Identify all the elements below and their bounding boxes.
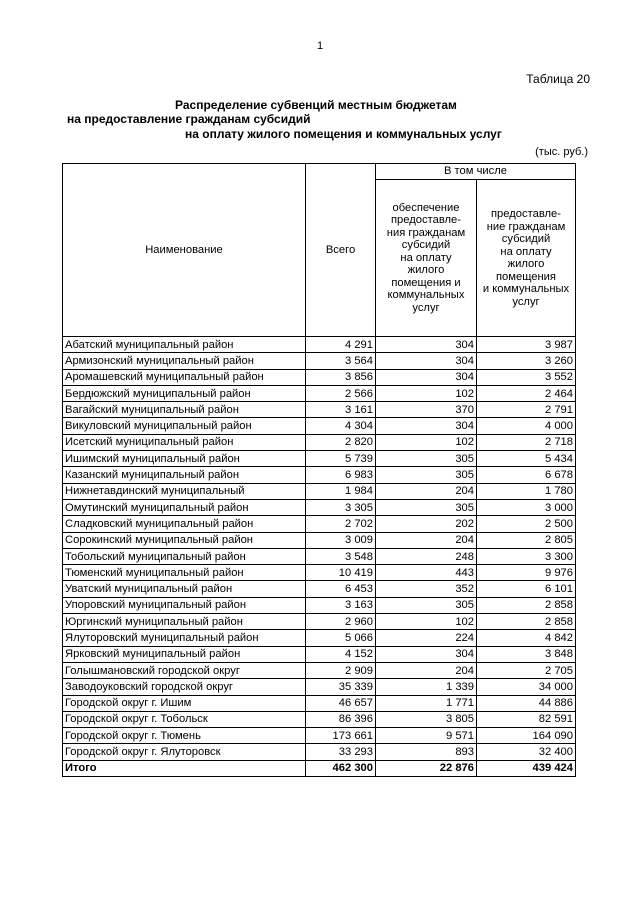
cell-b: 44 886 (477, 695, 576, 711)
page-number: 1 (316, 40, 324, 52)
cell-name: Вагайский муниципальный район (63, 402, 306, 418)
cell-a: 443 (376, 565, 477, 581)
table-row (63, 679, 576, 695)
cell-a: 3 805 (376, 711, 477, 727)
cell-a: 22 876 (376, 760, 477, 776)
table-row (63, 728, 576, 744)
table-row (63, 695, 576, 711)
table-row (63, 451, 576, 467)
table-label: Таблица 20 (526, 72, 590, 86)
cell-a: 304 (376, 353, 477, 369)
cell-name: Городской округ г. Ялуторовск (63, 744, 306, 760)
cell-name: Ишимский муниципальный район (63, 451, 306, 467)
table-row (63, 581, 576, 597)
cell-name: Ялуторовский муниципальный район (63, 630, 306, 646)
header-line: на оплату (500, 245, 552, 258)
table-row (63, 434, 576, 450)
header-group: В том числе (376, 164, 576, 180)
cell-b: 6 678 (477, 467, 576, 483)
header-line: жилого (407, 264, 445, 277)
cell-total: 4 304 (306, 418, 376, 434)
header-line: коммунальных (387, 289, 465, 302)
cell-a: 1 339 (376, 679, 477, 695)
cell-total: 3 305 (306, 499, 376, 515)
header-line: предоставле- (491, 208, 561, 220)
table-row (63, 483, 576, 499)
table-row (63, 597, 576, 613)
header-line: субсидий (501, 233, 551, 245)
cell-name: Сладковский муниципальный район (63, 516, 306, 532)
cell-b: 5 434 (477, 451, 576, 467)
cell-b: 3 987 (477, 337, 576, 353)
header-line: ния гражданам (386, 226, 466, 239)
title-line-3: на оплату жилого помещения и коммунальных услуг (185, 127, 502, 141)
cell-a: 305 (376, 499, 477, 515)
cell-name: Абатский муниципальный район (63, 337, 306, 353)
units-label: (тыс. руб.) (535, 146, 588, 158)
table-row (63, 385, 576, 401)
cell-total: 5 739 (306, 451, 376, 467)
cell-b: 2 705 (477, 662, 576, 678)
cell-total: 46 657 (306, 695, 376, 711)
cell-total: 2 820 (306, 434, 376, 450)
table-row (63, 646, 576, 662)
cell-total: 3 856 (306, 369, 376, 385)
cell-b: 3 848 (477, 646, 576, 662)
table-row (63, 369, 576, 385)
cell-a: 305 (376, 597, 477, 613)
cell-b: 2 500 (477, 516, 576, 532)
header-line: услуг (512, 295, 540, 308)
header-total: Всего (306, 164, 376, 337)
cell-total: 3 161 (306, 402, 376, 418)
cell-name: Ярковский муниципальный район (63, 646, 306, 662)
cell-name: Уватский муниципальный район (63, 581, 306, 597)
header-line: обеспечение (392, 201, 460, 214)
cell-b: 2 791 (477, 402, 576, 418)
total-row (63, 760, 576, 776)
cell-b: 439 424 (477, 760, 576, 776)
cell-a: 304 (376, 337, 477, 353)
cell-b: 4 000 (477, 418, 576, 434)
cell-total: 3 564 (306, 353, 376, 369)
cell-b: 9 976 (477, 565, 576, 581)
table-row (63, 467, 576, 483)
cell-a: 204 (376, 483, 477, 499)
cell-a: 204 (376, 532, 477, 548)
cell-total: 86 396 (306, 711, 376, 727)
cell-a: 202 (376, 516, 477, 532)
title-line-1: Распределение субвенций местным бюджетам (175, 98, 457, 112)
cell-total: 2 566 (306, 385, 376, 401)
cell-total: 4 291 (306, 337, 376, 353)
cell-total: 3 163 (306, 597, 376, 613)
cell-total: 10 419 (306, 565, 376, 581)
cell-b: 2 858 (477, 614, 576, 630)
table-row (63, 548, 576, 564)
table-row (63, 353, 576, 369)
table-row (63, 662, 576, 678)
cell-b: 3 552 (477, 369, 576, 385)
cell-name: Тюменский муниципальный район (63, 565, 306, 581)
cell-total: 35 339 (306, 679, 376, 695)
header-line: субсидий (401, 239, 451, 252)
cell-total: 33 293 (306, 744, 376, 760)
cell-a: 248 (376, 548, 477, 564)
cell-name: Голышмановский городской округ (63, 662, 306, 678)
cell-total: 2 909 (306, 662, 376, 678)
header-line: ние гражданам (486, 220, 566, 233)
cell-b: 3 000 (477, 499, 576, 515)
header-line: на оплату (400, 251, 452, 264)
cell-name: Омутинский муниципальный район (63, 499, 306, 515)
cell-total: 462 300 (306, 760, 376, 776)
cell-total: 1 984 (306, 483, 376, 499)
cell-b: 6 101 (477, 581, 576, 597)
table-row (63, 744, 576, 760)
cell-total: 6 983 (306, 467, 376, 483)
cell-name: Итого (63, 760, 306, 776)
table-row (63, 402, 576, 418)
cell-name: Городской округ г. Ишим (63, 695, 306, 711)
header-col-a (376, 180, 477, 337)
table-row (63, 516, 576, 532)
cell-name: Бердюжский муниципальный район (63, 385, 306, 401)
cell-a: 102 (376, 385, 477, 401)
table-row (63, 532, 576, 548)
cell-name: Сорокинский муниципальный район (63, 532, 306, 548)
cell-name: Заводоуковский городской округ (63, 679, 306, 695)
table-row (63, 418, 576, 434)
cell-b: 3 300 (477, 548, 576, 564)
cell-name: Армизонский муниципальный район (63, 353, 306, 369)
header-col-b (477, 180, 576, 337)
cell-a: 1 771 (376, 695, 477, 711)
cell-b: 2 718 (477, 434, 576, 450)
cell-name: Казанский муниципальный район (63, 467, 306, 483)
cell-name: Городской округ г. Тобольск (63, 711, 306, 727)
cell-a: 204 (376, 662, 477, 678)
cell-a: 352 (376, 581, 477, 597)
cell-a: 102 (376, 614, 477, 630)
cell-total: 5 066 (306, 630, 376, 646)
cell-a: 304 (376, 418, 477, 434)
cell-b: 34 000 (477, 679, 576, 695)
cell-b: 4 842 (477, 630, 576, 646)
table-row (63, 337, 576, 353)
cell-a: 305 (376, 451, 477, 467)
cell-b: 2 805 (477, 532, 576, 548)
cell-name: Тобольский муниципальный район (63, 548, 306, 564)
cell-a: 893 (376, 744, 477, 760)
subsidy-table (62, 163, 576, 777)
cell-a: 304 (376, 646, 477, 662)
title-line-2: на предоставление гражданам субсидий (67, 112, 311, 126)
cell-name: Викуловский муниципальный район (63, 418, 306, 434)
cell-total: 2 960 (306, 614, 376, 630)
cell-b: 2 464 (477, 385, 576, 401)
cell-name: Упоровский муниципальный район (63, 597, 306, 613)
cell-a: 370 (376, 402, 477, 418)
cell-b: 2 858 (477, 597, 576, 613)
table-row (63, 630, 576, 646)
cell-b: 32 400 (477, 744, 576, 760)
table-row (63, 711, 576, 727)
cell-b: 1 780 (477, 483, 576, 499)
cell-total: 2 702 (306, 516, 376, 532)
cell-name: Аромашевский муниципальный район (63, 369, 306, 385)
cell-a: 9 571 (376, 728, 477, 744)
header-line: предоставле- (391, 214, 461, 227)
header-line: и коммунальных (482, 283, 570, 295)
table-row (63, 499, 576, 515)
header-name: Наименование (63, 164, 306, 337)
cell-name: Нижнетавдинский муниципальный (63, 483, 306, 499)
cell-total: 6 453 (306, 581, 376, 597)
header-line: жилого (507, 258, 545, 270)
table-row (63, 565, 576, 581)
cell-name: Юргинский муниципальный район (63, 614, 306, 630)
header-line: помещения и (391, 276, 461, 289)
header-line: помещения (496, 270, 556, 283)
cell-total: 173 661 (306, 728, 376, 744)
cell-b: 164 090 (477, 728, 576, 744)
cell-name: Городской округ г. Тюмень (63, 728, 306, 744)
table-row (63, 614, 576, 630)
cell-b: 3 260 (477, 353, 576, 369)
cell-a: 224 (376, 630, 477, 646)
cell-name: Исетский муниципальный район (63, 434, 306, 450)
cell-a: 102 (376, 434, 477, 450)
cell-b: 82 591 (477, 711, 576, 727)
cell-total: 3 009 (306, 532, 376, 548)
cell-a: 304 (376, 369, 477, 385)
header-line: услуг (412, 301, 440, 314)
cell-a: 305 (376, 467, 477, 483)
cell-total: 4 152 (306, 646, 376, 662)
cell-total: 3 548 (306, 548, 376, 564)
